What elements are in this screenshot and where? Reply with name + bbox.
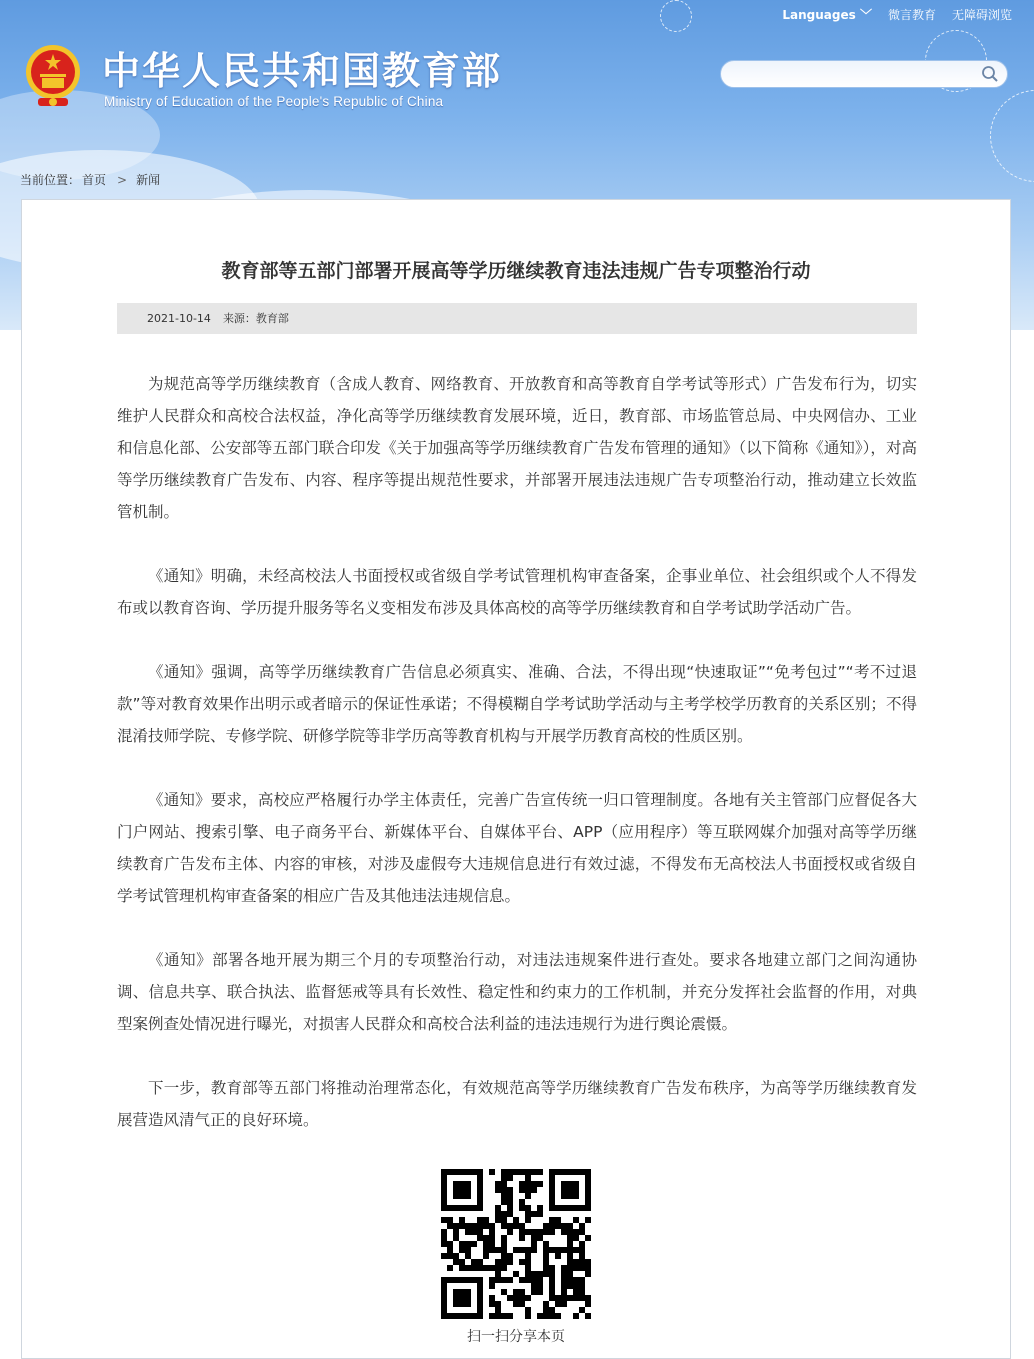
qr-caption: 扫一扫分享本页 bbox=[467, 1329, 565, 1345]
breadcrumb-current[interactable]: 新闻 bbox=[136, 173, 161, 187]
site-title[interactable]: 中华人民共和国教育部 bbox=[102, 48, 503, 93]
weiyan-education-link[interactable]: 微言教育 bbox=[887, 8, 936, 22]
article-paragraph: 下一步，教育部等五部门将推动治理常态化，有效规范高等学历继续教育广告发布秩序，为高等学历继续教育发展营造风清气正的良好环境。 bbox=[117, 1079, 917, 1129]
article-paragraph: 为规范高等学历继续教育（含成人教育、网络教育、开放教育和高等教育自学考试等形式）广告发布行为，切实维护人民群众和高校合法权益，净化高等学历继续教育发展环境，近日，教育部、市场监管总局、中央网信办、工业和信息化部、公安部等五部门联合印发《关于加强高等学历继续教育广告发布管理的通知》（以下简称《通知》），对高等学历继续教育广告发布、内容、程序等提出规范性要求，并部署开展违法违规广告专项整治行动，推动建立长效监管机制。 bbox=[117, 375, 917, 521]
article-card bbox=[21, 199, 1011, 1359]
article-paragraph: 《通知》要求，高校应严格履行办学主体责任，完善广告宣传统一归口管理制度。各地有关主管部门应督促各大门户网站、搜索引擎、电子商务平台、新媒体平台、自媒体平台、APP（应用程序）等互联网媒介加强对高等学历继续教育广告发布主体、内容的审核，对涉及虚假夸大违规信息进行有效过滤，不得发布无高校法人书面授权或省级自学考试管理机构审查备案的相应广告及其他违法违规信息。 bbox=[117, 791, 917, 905]
accessibility-link[interactable]: 无障碍浏览 bbox=[951, 8, 1012, 22]
article-source: 来源：教育部 bbox=[222, 312, 289, 325]
article-date: 2021-10-14 bbox=[147, 312, 211, 325]
search-input[interactable] bbox=[733, 61, 987, 89]
breadcrumb bbox=[20, 171, 162, 188]
breadcrumb-separator-icon: > bbox=[117, 173, 128, 187]
article-paragraph: 《通知》明确，未经高校法人书面授权或省级自学考试管理机构审查备案，企事业单位、社会组织或个人不得发布或以教育咨询、学历提升服务等名义变相发布涉及具体高校的高等学历继续教育和自学考试助学活动广告。 bbox=[117, 567, 917, 617]
article-body bbox=[117, 368, 917, 1168]
search-box bbox=[720, 60, 1008, 88]
languages-link[interactable]: Languages ﹀ bbox=[782, 8, 872, 22]
article-paragraph: 《通知》强调，高等学历继续教育广告信息必须真实、准确、合法，不得出现“快速取证”“免考包过”“考不过退款”等对教育效果作出明示或者暗示的保证性承诺；不得模糊自学考试助学活动与主考学校学历教育的关系区别；不得混淆技师学院、专修学院、研修学院等非学历高等教育机构与开展学历教育高校的性质区别。 bbox=[117, 663, 917, 745]
top-links bbox=[782, 6, 1012, 23]
breadcrumb-home[interactable]: 首页 bbox=[82, 173, 107, 187]
article-paragraph: 《通知》部署各地开展为期三个月的专项整治行动，对违法违规案件进行查处。要求各地建立部门之间沟通协调、信息共享、联合执法、监督惩戒等具有长效性、稳定性和约束力的工作机制，并充分发挥社会监督的作用，对典型案例查处情况进行曝光，对损害人民群众和高校合法利益的违法违规行为进行舆论震慑。 bbox=[117, 951, 917, 1033]
site-subtitle: Ministry of Education of the People's Republic of China bbox=[104, 94, 444, 109]
qr-code bbox=[441, 1169, 591, 1319]
article-meta bbox=[117, 303, 917, 334]
breadcrumb-prefix: 当前位置： bbox=[20, 173, 81, 187]
national-emblem-icon bbox=[22, 42, 84, 112]
search-icon[interactable] bbox=[981, 65, 999, 83]
article-title: 教育部等五部门部署开展高等学历继续教育违法违规广告专项整治行动 bbox=[221, 260, 811, 282]
